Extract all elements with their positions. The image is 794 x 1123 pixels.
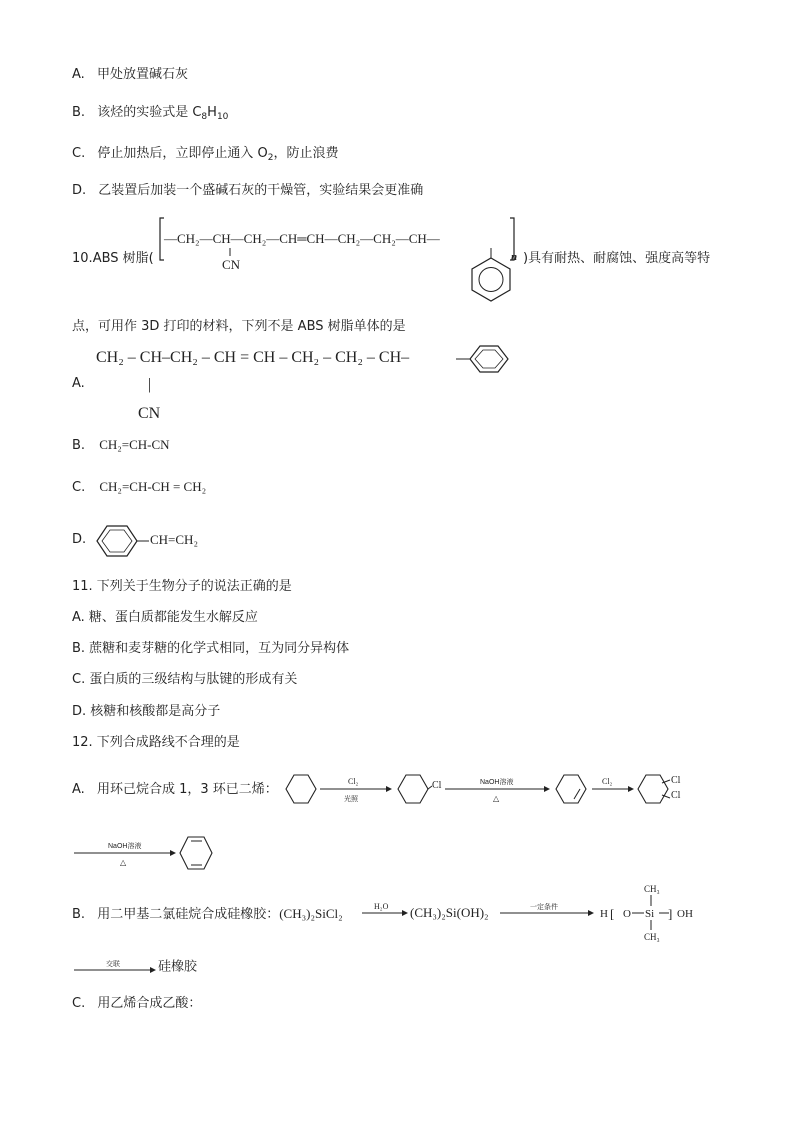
- q10-option-a-benzene-icon: [456, 344, 526, 374]
- arrow4-condition: △: [120, 858, 127, 867]
- option-label: C.: [72, 480, 86, 495]
- product-name: 硅橡胶: [158, 959, 198, 975]
- option-text: 该烃的实验式是 C: [97, 105, 202, 120]
- arrow1-reagent: Cl₂: [348, 777, 359, 786]
- formula-text: CH₂ – CH–CH₂ – CH = CH – CH₂ – CH₂ – CH–: [96, 349, 410, 366]
- formula-text: CH₂=CH-CH = CH₂: [99, 479, 207, 494]
- q10-stem-line1: [72, 250, 154, 268]
- option-text: 甲处放置碱石灰: [96, 67, 188, 82]
- option-label: A.: [72, 376, 85, 391]
- option-label: A.: [72, 782, 85, 797]
- polymer-chain: —CH₂—CH—CH₂—CH═CH—CH₂—CH₂—CH—: [164, 231, 440, 246]
- q10-option-d: [72, 531, 86, 549]
- polymer-h: H: [600, 908, 608, 920]
- polymer-bracket-left: [: [610, 906, 615, 921]
- q10-option-b: [72, 436, 170, 455]
- option-label: A.: [72, 67, 85, 82]
- reactant-formula: (CH₃)₂SiCl₂: [279, 906, 343, 921]
- q12-option-a-scheme-line2: [74, 834, 224, 874]
- polymer-n: n: [511, 251, 518, 263]
- q10-option-c: [72, 478, 206, 497]
- arrow2-reagent: NaOH溶液: [480, 779, 514, 786]
- question-text: 点，可用作 3D 打印的材料，下列不是 ABS 树脂单体的是: [72, 319, 406, 334]
- b-arrow2-reagent: 一定条件: [530, 904, 558, 911]
- q10-option-d-formula: [150, 531, 198, 549]
- q9-option-d: [72, 182, 423, 200]
- dichloro-label-a: Cl: [671, 775, 681, 786]
- q10-option-d-benzene-icon: [93, 524, 149, 558]
- b-arrow1-reagent: H₂O: [374, 902, 389, 911]
- option-label: D.: [72, 183, 87, 198]
- q12-stem: 12. 下列合成路线不合理的是: [72, 735, 240, 750]
- q11-option-d: D. 核糖和核酸都是高分子: [72, 704, 221, 719]
- polymer-si: Si: [645, 908, 655, 920]
- q10-option-a-cn: [138, 405, 160, 423]
- polymer-oh: OH: [677, 908, 693, 920]
- option-text-part: ，防止浪费: [273, 146, 339, 161]
- q10-stem-suffix: [523, 250, 710, 268]
- polymer-ch3-bottom: CH₃: [644, 932, 660, 942]
- arrow4-reagent: NaOH溶液: [108, 843, 142, 850]
- option-label: B.: [72, 438, 86, 453]
- polymer-bracket-right: ]: [668, 906, 673, 921]
- polymer-cn-group: CN: [222, 257, 241, 272]
- option-label: B.: [72, 105, 86, 120]
- q9-option-b: [72, 104, 228, 122]
- option-label: C.: [72, 146, 86, 161]
- arrow3-reagent: Cl₂: [602, 777, 613, 786]
- q10-option-a-formula: [96, 349, 409, 367]
- option-text-part: H: [207, 105, 217, 120]
- arrow1-condition: 光照: [344, 796, 358, 803]
- question-number: 10.: [72, 251, 93, 266]
- option-label: D.: [72, 532, 87, 547]
- abs-polymer-structure: [158, 214, 528, 304]
- subscript: 10: [216, 112, 229, 122]
- option-text: 用二甲基二氯硅烷合成硅橡胶：: [97, 907, 280, 922]
- option-text: 停止加热后，立即停止通入 O: [97, 146, 268, 161]
- q12-option-c: [72, 995, 201, 1013]
- q12-option-a-scheme: [280, 770, 700, 810]
- chloro-label: Cl: [432, 780, 442, 791]
- b-arrow3-reagent: 交联: [106, 961, 120, 968]
- q12-option-b-line2: [74, 958, 197, 977]
- q10-option-a-bond: [148, 376, 151, 394]
- option-label: B.: [72, 907, 86, 922]
- q9-option-c: [72, 145, 338, 163]
- q11-stem: 11. 下列关于生物分子的说法正确的是: [72, 579, 292, 594]
- question-text: )具有耐热、耐腐蚀、强度高等特: [523, 251, 711, 266]
- polymer-ch3-top: CH₃: [644, 884, 660, 894]
- q12-option-b-scheme: [360, 880, 700, 942]
- q11-option-c: C. 蛋白质的三级结构与肽键的形成有关: [72, 672, 298, 687]
- option-text: 乙装置后加装一个盛碱石灰的干燥管，实验结果会更准确: [98, 183, 424, 198]
- subscript: 8: [201, 112, 208, 122]
- q12-option-a: [72, 781, 278, 799]
- question-text: ABS 树脂(: [92, 251, 154, 266]
- formula-text: CN: [138, 405, 161, 422]
- option-text: 用环己烷合成 1，3 环已二烯：: [96, 782, 278, 797]
- q9-option-a: [72, 66, 188, 84]
- subscript: 2: [267, 153, 274, 163]
- q11-option-a: A. 糖、蛋白质都能发生水解反应: [72, 610, 258, 625]
- arrow2-condition: △: [493, 794, 500, 803]
- q11-option-b: B. 蔗糖和麦芽糖的化学式相同，互为同分异构体: [72, 641, 350, 656]
- q10-stem-line2: [72, 318, 406, 336]
- option-text: 用乙烯合成乙酸：: [97, 996, 202, 1011]
- benzene-ring-icon: [472, 248, 510, 301]
- option-label: C.: [72, 996, 86, 1011]
- formula-bond: |: [148, 376, 152, 393]
- polymer-o: O: [623, 908, 631, 920]
- q10-option-a-label: [72, 375, 85, 393]
- formula-text: CH=CH₂: [150, 532, 198, 547]
- q12-option-b: [72, 905, 343, 924]
- dichloro-label-b: Cl: [671, 790, 681, 801]
- b-arrow3: [74, 958, 158, 976]
- intermediate-formula: (CH₃)₂Si(OH)₂: [410, 905, 489, 920]
- formula-text: CH₂=CH-CN: [99, 437, 170, 452]
